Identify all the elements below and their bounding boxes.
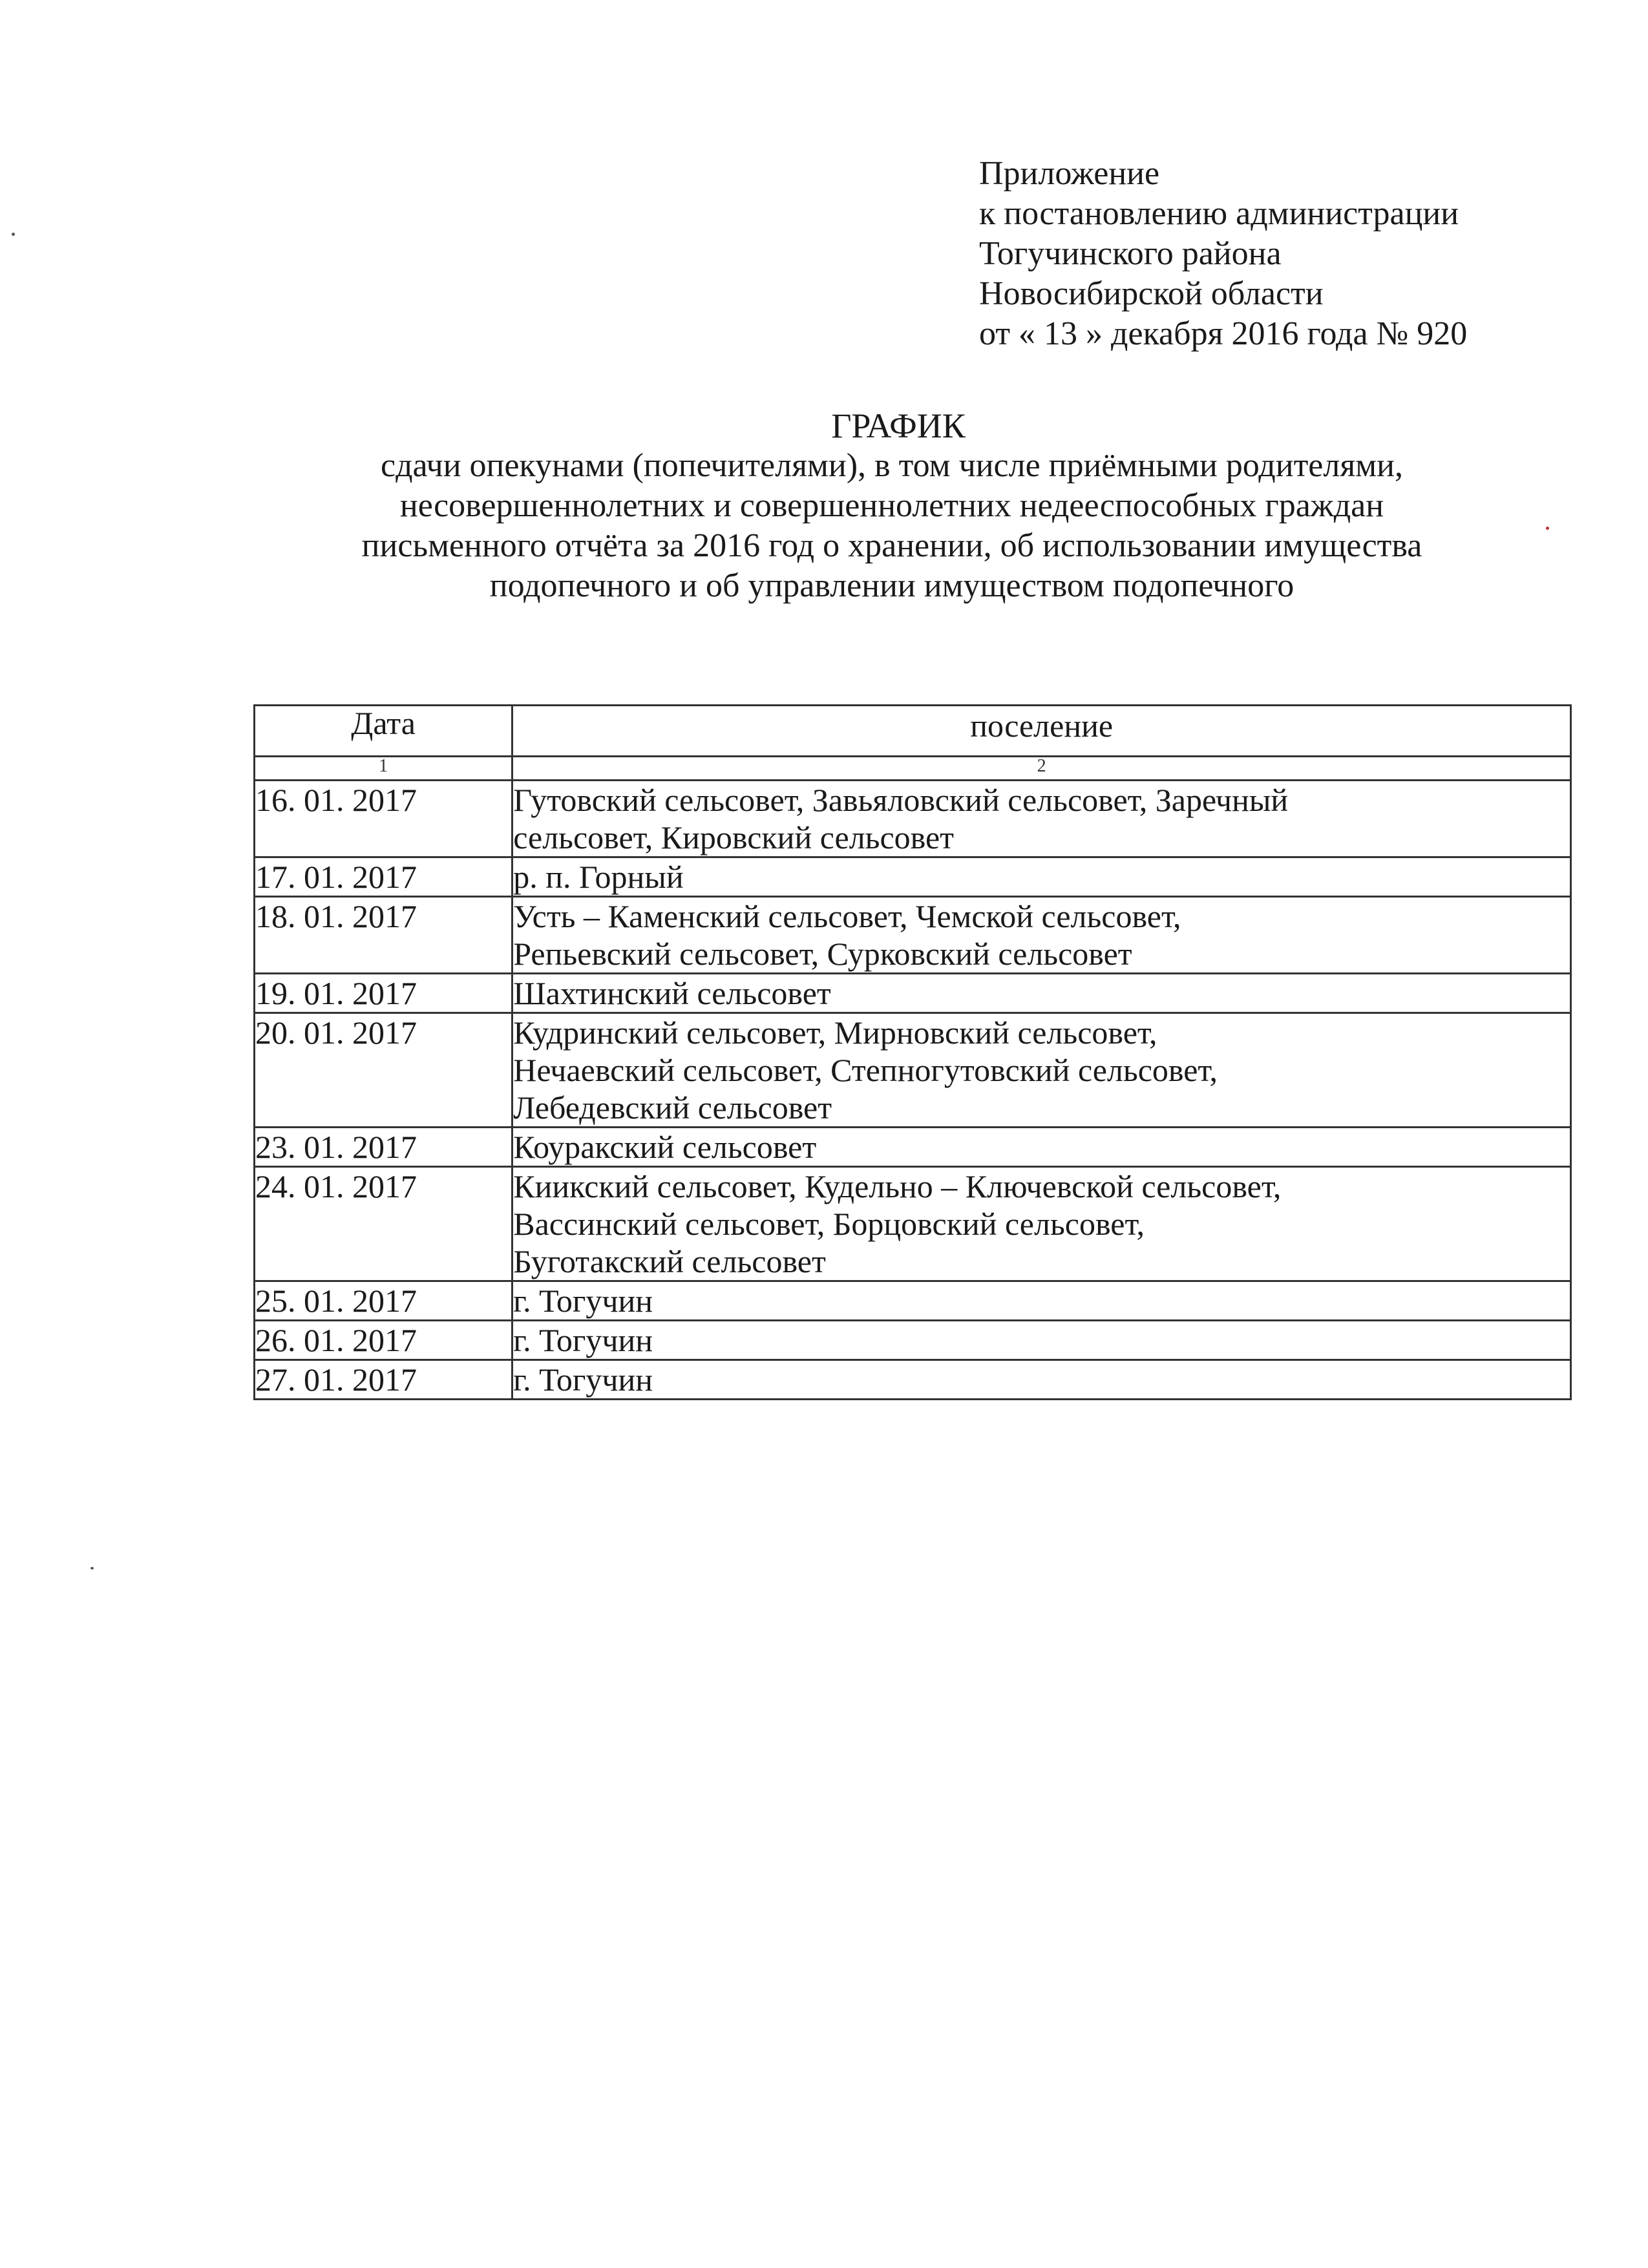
settlement-cell	[512, 1013, 1571, 1128]
settlement-line: Вассинский сельсовет, Борцовский сельсовет,	[513, 1206, 1145, 1242]
settlement-line: Кудринский сельсовет, Мирновский сельсовет,	[513, 1014, 1157, 1051]
settlement-line: Репьевский сельсовет, Сурковский сельсовет	[513, 936, 1132, 972]
settlement-line: Буготакский сельсовет	[513, 1243, 826, 1279]
settlement-line: Гутовский сельсовет, Завьяловский сельсовет, Заречный	[513, 782, 1289, 818]
settlement-cell	[512, 1128, 1571, 1167]
settlement-line: Лебедевский сельсовет	[513, 1089, 832, 1126]
settlement-cell	[512, 897, 1571, 974]
scan-speck	[1546, 527, 1549, 530]
date-cell: 16. 01. 2017	[255, 781, 512, 857]
table-row	[255, 1167, 1571, 1281]
table-row	[255, 781, 1571, 857]
settlement-cell	[512, 1321, 1571, 1360]
header-settlement: поселение	[512, 706, 1571, 757]
table-row	[255, 1360, 1571, 1400]
header-date: Дата	[255, 706, 512, 757]
date-cell: 18. 01. 2017	[255, 897, 512, 974]
column-number: 1	[255, 757, 512, 781]
settlement-line: Киикский сельсовет, Кудельно – Ключевской сельсовет,	[513, 1168, 1282, 1204]
settlement-line: р. п. Горный	[513, 859, 684, 895]
table-row	[255, 897, 1571, 974]
appendix-line: от « 13 » декабря 2016 года № 920	[979, 315, 1468, 352]
settlement-cell	[512, 781, 1571, 857]
date-cell: 26. 01. 2017	[255, 1321, 512, 1360]
column-number: 2	[512, 757, 1571, 781]
settlement-line: Нечаевский сельсовет, Степногутовский сельсовет,	[513, 1052, 1218, 1088]
date-cell: 27. 01. 2017	[255, 1360, 512, 1400]
settlement-line: г. Тогучин	[513, 1322, 653, 1358]
date-cell: 25. 01. 2017	[255, 1281, 512, 1321]
scan-speck	[12, 233, 15, 236]
settlement-line: Шахтинский сельсовет	[513, 975, 831, 1011]
subtitle-line: письменного отчёта за 2016 год о хранении, об использовании имущества	[361, 527, 1422, 564]
appendix-block	[979, 154, 1600, 354]
date-cell: 23. 01. 2017	[255, 1128, 512, 1167]
settlement-line: Коуракский сельсовет	[513, 1129, 817, 1165]
settlement-cell	[512, 974, 1571, 1013]
scan-speck	[90, 1567, 94, 1570]
settlement-cell	[512, 1360, 1571, 1400]
appendix-line: Тогучинского района	[979, 235, 1282, 272]
settlement-cell	[512, 857, 1571, 897]
table-row	[255, 1321, 1571, 1360]
table-header-row	[255, 706, 1571, 757]
subtitle-line: сдачи опекунами (попечителями), в том числе приёмными родителями,	[381, 447, 1403, 484]
table-row	[255, 1281, 1571, 1321]
schedule-table	[253, 704, 1572, 1400]
settlement-line: г. Тогучин	[513, 1361, 653, 1398]
settlement-line: Усть – Каменский сельсовет, Чемской сельсовет,	[513, 898, 1181, 934]
column-number-row	[255, 757, 1571, 781]
date-cell: 17. 01. 2017	[255, 857, 512, 897]
schedule-body	[255, 781, 1571, 1400]
subtitle-line: несовершеннолетних и совершеннолетних недееспособных граждан	[399, 487, 1384, 524]
document-title: ГРАФИК	[831, 406, 966, 445]
table-row	[255, 1013, 1571, 1128]
table-row	[255, 857, 1571, 897]
settlement-line: г. Тогучин	[513, 1283, 653, 1319]
appendix-line: к постановлению администрации	[979, 195, 1459, 232]
document-subtitle	[246, 446, 1538, 606]
settlement-line: сельсовет, Кировский сельсовет	[513, 819, 954, 856]
appendix-line: Приложение	[979, 155, 1160, 192]
appendix-line: Новосибирской области	[979, 275, 1324, 312]
table-row	[255, 1128, 1571, 1167]
date-cell: 24. 01. 2017	[255, 1167, 512, 1281]
date-cell: 20. 01. 2017	[255, 1013, 512, 1128]
date-cell: 19. 01. 2017	[255, 974, 512, 1013]
table-row	[255, 974, 1571, 1013]
subtitle-line: подопечного и об управлении имуществом подопечного	[489, 567, 1294, 604]
settlement-cell	[512, 1281, 1571, 1321]
settlement-cell	[512, 1167, 1571, 1281]
